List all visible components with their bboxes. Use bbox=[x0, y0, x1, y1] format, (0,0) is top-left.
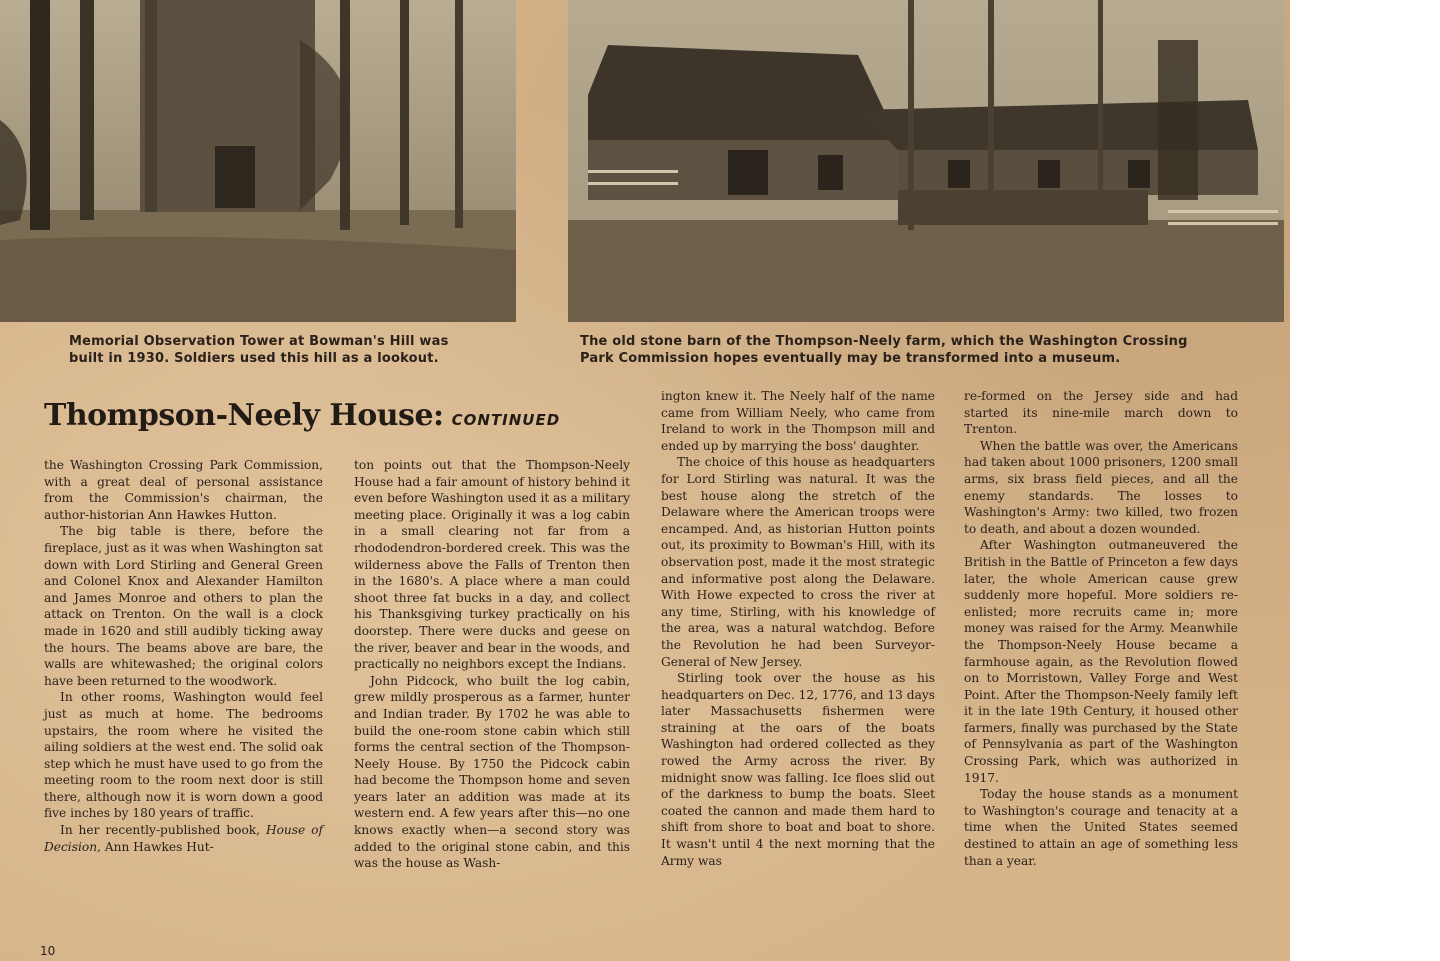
paragraph: ton points out that the Thompson-Neely House had a fair amount of history behind it even before Washington used it as a military meeting place. Originally it was a log cabin in a small clearing not far from a rhododendron-bordered creek. This was the wilderness above the Falls of Trenton then in the 1680's. A place where a man could shoot three fat bucks in a day, and collect his Thanksgiving turkey practically on his doorstep. There were ducks and geese on the river, beaver and bear in the woods, and practically no neighbors except the Indians. bbox=[354, 458, 630, 672]
paragraph: The choice of this house as headquarters for Lord Stirling was natural. It was the best house along the stretch of the Delaware where the American troops were encamped. And, as historian Hutton points out, its proximity to Bowman's Hill, with its observation post, made it the most strategic and informative post along the Delaware. With Howe expected to cross the river at any time, Stirling, with his knowledge of the area, was a natural watchdog. Before the Revolution he had been Surveyor-General of New Jersey. bbox=[661, 455, 935, 669]
page-number: 10 bbox=[40, 944, 56, 958]
paragraph: John Pidcock, who built the log cabin, grew mildly prosperous as a farmer, hunter and Indian trader. By 1702 he was able to build the one-room stone cabin which still forms the central section of the Thompson-Neely House. By 1750 the Pidcock cabin had become the Thompson home and seven years later an addition was made at its western end. A few years after this—no one knows exactly when—a second story was added to the original stone cabin, and this was the house as Wash- bbox=[354, 673, 630, 871]
headline-title: Thompson-Neely House: bbox=[44, 398, 444, 433]
caption-right bbox=[580, 333, 1188, 367]
caption-left bbox=[69, 333, 449, 367]
article-headline bbox=[44, 398, 560, 433]
paragraph-text: Ann Hawkes Hut- bbox=[100, 839, 214, 854]
photo-observation-tower bbox=[0, 0, 516, 322]
paragraph: Today the house stands as a monument to Washington's courage and tenacity at a time when the United States seemed destined to attain an age of something less than a year. bbox=[964, 787, 1238, 868]
paragraph bbox=[44, 822, 323, 855]
caption-line: built in 1930. Soldiers used this hill as a lookout. bbox=[69, 351, 439, 366]
article-column-2 bbox=[354, 457, 630, 872]
paragraph: The big table is there, before the fireplace, just as it was when Washington sat down with Lord Stirling and General Green and Colonel Knox and Alexander Hamilton and James Monroe and others to plan the attack on Trenton. On the wall is a clock made in 1620 and still audibly ticking away the hours. The beams above are bare, the walls are whitewashed; the original colors have been returned to the woodwork. bbox=[44, 524, 323, 688]
paragraph: Stirling took over the house as his headquarters on Dec. 12, 1776, and 13 days later Massachusetts fishermen were straining at the oars of the boats Washington had ordered collected as they rowed the Army across the river. By midnight snow was falling. Ice floes slid out of the darkness to bump the boats. Sleet coated the cannon and made them hard to shift from shore to boat and boat to shore. It wasn't until 4 the next morning that the Army was bbox=[661, 671, 935, 868]
caption-line: Memorial Observation Tower at Bowman's Hill was bbox=[69, 334, 449, 349]
article-column-4 bbox=[964, 388, 1238, 869]
paragraph-text: In her recently-published book, bbox=[60, 823, 261, 838]
caption-line: The old stone barn of the Thompson-Neely farm, which the Washington Crossing bbox=[580, 334, 1188, 349]
caption-line: Park Commission hopes eventually may be transformed into a museum. bbox=[580, 351, 1121, 366]
paragraph: In other rooms, Washington would feel just as much at home. The bedrooms upstairs, the room where he visited the ailing soldiers at the west end. The solid oak step which he must have used to go from the meeting room to the room next door is still there, although now it is worn down a good five inches by 180 years of traffic. bbox=[44, 690, 323, 821]
paragraph: After Washington outmaneuvered the British in the Battle of Princeton a few days later, the whole American cause grew suddenly more hopeful. More soldiers re-enlisted; more recruits came in; more money was raised for the Army. Meanwhile the Thompson-Neely House became a farmhouse again, as the Revolution flowed on to Morristown, Valley Forge and West Point. After the Thompson-Neely family left it in the late 19th Century, it housed other farmers, finally was purchased by the State of Pennsylvania as part of the Washington Crossing Park, which was authorized in 1917. bbox=[964, 538, 1238, 785]
article-column-3 bbox=[661, 388, 935, 869]
paragraph: When the battle was over, the Americans had taken about 1000 prisoners, 1200 small arms, six brass field pieces, and all the enemy standards. The losses to Washington's Army: two killed, two frozen to death, and about a dozen wounded. bbox=[964, 438, 1238, 536]
paragraph: re-formed on the Jersey side and had started its nine-mile march down to Trenton. bbox=[964, 389, 1238, 437]
photo-stone-barn bbox=[568, 0, 1284, 322]
paragraph: the Washington Crossing Park Commission, with a great deal of personal assistance from the Commission's chairman, the author-historian Ann Hawkes Hutton. bbox=[44, 458, 323, 522]
headline-continued: CONTINUED bbox=[451, 411, 561, 429]
article-column-1 bbox=[44, 457, 323, 855]
paragraph: ington knew it. The Neely half of the name came from William Neely, who came from Ireland to work in the Thompson mill and ended up by marrying the boss' daughter. bbox=[661, 389, 935, 453]
book-title: House of Decision, bbox=[44, 823, 323, 854]
